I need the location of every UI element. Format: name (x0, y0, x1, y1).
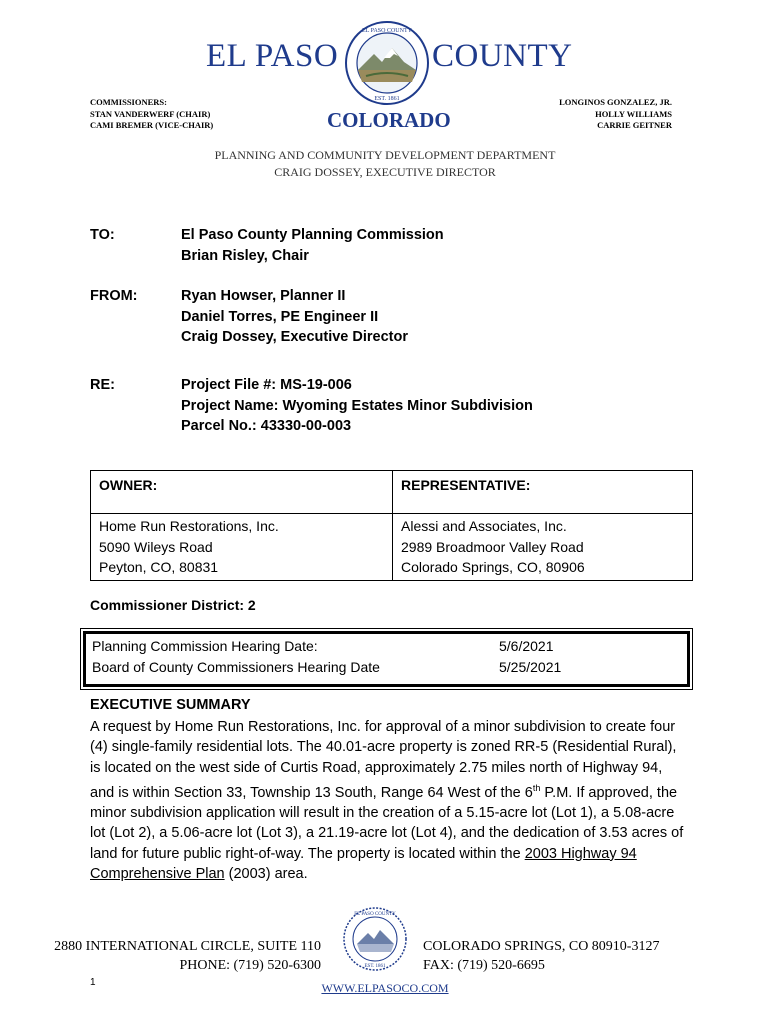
state-name: COLORADO (327, 108, 451, 132)
representative-header: REPRESENTATIVE: (393, 471, 693, 514)
from-value (181, 286, 408, 348)
rep-line: Colorado Springs, CO, 80906 (401, 559, 585, 575)
svg-text:EL PASO COUNTY: EL PASO COUNTY (354, 912, 396, 917)
commissioner-name: CAMI BREMER (VICE-CHAIR) (90, 120, 214, 130)
department-director: CRAIG DOSSEY, EXECUTIVE DIRECTOR (274, 165, 496, 179)
department-name: PLANNING AND COMMUNITY DEVELOPMENT DEPARTMENT (214, 148, 556, 162)
commissioners-left (90, 97, 213, 132)
phone-line: PHONE: (719) 520-6300 (179, 958, 321, 973)
commissioners-right (559, 97, 672, 132)
rep-line: 2989 Broadmoor Valley Road (401, 538, 584, 555)
re-line: Parcel No.: 43330-00-003 (181, 418, 352, 434)
fax-line: FAX: (719) 520-6695 (423, 958, 545, 973)
footer-address (54, 937, 321, 975)
commissioner-name: CARRIE GEITNER (597, 120, 672, 130)
owner-header: OWNER: (91, 471, 393, 514)
to-line: Brian Risley, Chair (181, 247, 309, 264)
re-line: Project Name: Wyoming Estates Minor Subdivision (181, 397, 533, 414)
summary-text: (2003) area. (224, 865, 308, 882)
rep-line: Alessi and Associates, Inc. (401, 518, 567, 534)
commissioners-label: COMMISSIONERS: (90, 97, 167, 107)
executive-summary-body (90, 717, 690, 884)
brand-right: COUNTY (432, 38, 573, 74)
superscript: th (532, 782, 541, 793)
owner-cell (91, 514, 393, 581)
from-line: Daniel Torres, PE Engineer II (181, 308, 379, 325)
commissioner-name: STAN VANDERWERF (CHAIR) (90, 108, 211, 119)
from-line: Craig Dossey, Executive Director (181, 329, 408, 345)
commissioner-district: Commissioner District: 2 (90, 597, 256, 613)
owner-line: Peyton, CO, 80831 (99, 559, 219, 575)
re-value (181, 375, 533, 437)
to-value (181, 225, 444, 266)
page-number: 1 (90, 977, 96, 988)
representative-cell (393, 514, 693, 581)
address-line: 2880 INTERNATIONAL CIRCLE, SUITE 110 (54, 939, 321, 954)
svg-text:EL PASO COUNTY: EL PASO COUNTY (362, 28, 412, 34)
owner-line: 5090 Wileys Road (99, 538, 213, 555)
comprehensive-plan-link[interactable]: 2003 Highway 94 Comprehensive Plan (90, 845, 637, 882)
footer-city (423, 937, 659, 975)
website-link[interactable]: WWW.ELPASOCO.COM (321, 981, 449, 995)
county-seal-icon (344, 20, 430, 106)
owner-line: Home Run Restorations, Inc. (99, 518, 279, 534)
summary-text: P.M. If approved, the minor subdivision application will result in the creation of a 5.15-acre lot (Lot 1), a 5.08-acre lot (Lot 2), a 5.06-acre lot (Lot 3), a 21.19-acre lot (Lot 4), and the dedication of 3.53 acres of land for future public right-of-way. The property is located within the (90, 784, 684, 862)
hearing-label: Planning Commission Hearing Date: (92, 638, 318, 654)
commissioner-name: LONGINOS GONZALEZ, JR. (559, 97, 672, 107)
re-label: RE: (90, 377, 115, 393)
summary-text: A request by Home Run Restorations, Inc. for approval of a minor subdivision to create four (4) single-family residential lots. The 40.01-acre property is zoned RR-5 (Residential Rural), is located on the west side of Curtis Road, approximately 2.75 miles north of Highway 94, and is within Section 33, Township 13 South, Range 64 West of the 6 (90, 719, 677, 801)
from-line: Ryan Howser, Planner II (181, 288, 346, 304)
hearing-date: 5/6/2021 (499, 638, 554, 654)
hearing-label: Board of County Commissioners Hearing Date (92, 659, 380, 675)
commissioner-name: HOLLY WILLIAMS (595, 108, 672, 119)
to-line: El Paso County Planning Commission (181, 227, 444, 243)
to-label: TO: (90, 227, 115, 243)
svg-text:EST. 1861: EST. 1861 (364, 964, 386, 969)
hearing-dates-box (83, 631, 690, 687)
brand-left: EL PASO (206, 38, 339, 74)
county-seal-icon (342, 906, 408, 972)
parties-table (90, 470, 693, 581)
from-label: FROM: (90, 288, 138, 304)
executive-summary-title: EXECUTIVE SUMMARY (90, 697, 251, 713)
hearing-date: 5/25/2021 (499, 659, 562, 675)
re-line: Project File #: MS-19-006 (181, 377, 352, 393)
svg-text:EST. 1861: EST. 1861 (374, 96, 400, 102)
city-line: COLORADO SPRINGS, CO 80910-3127 (423, 939, 660, 954)
